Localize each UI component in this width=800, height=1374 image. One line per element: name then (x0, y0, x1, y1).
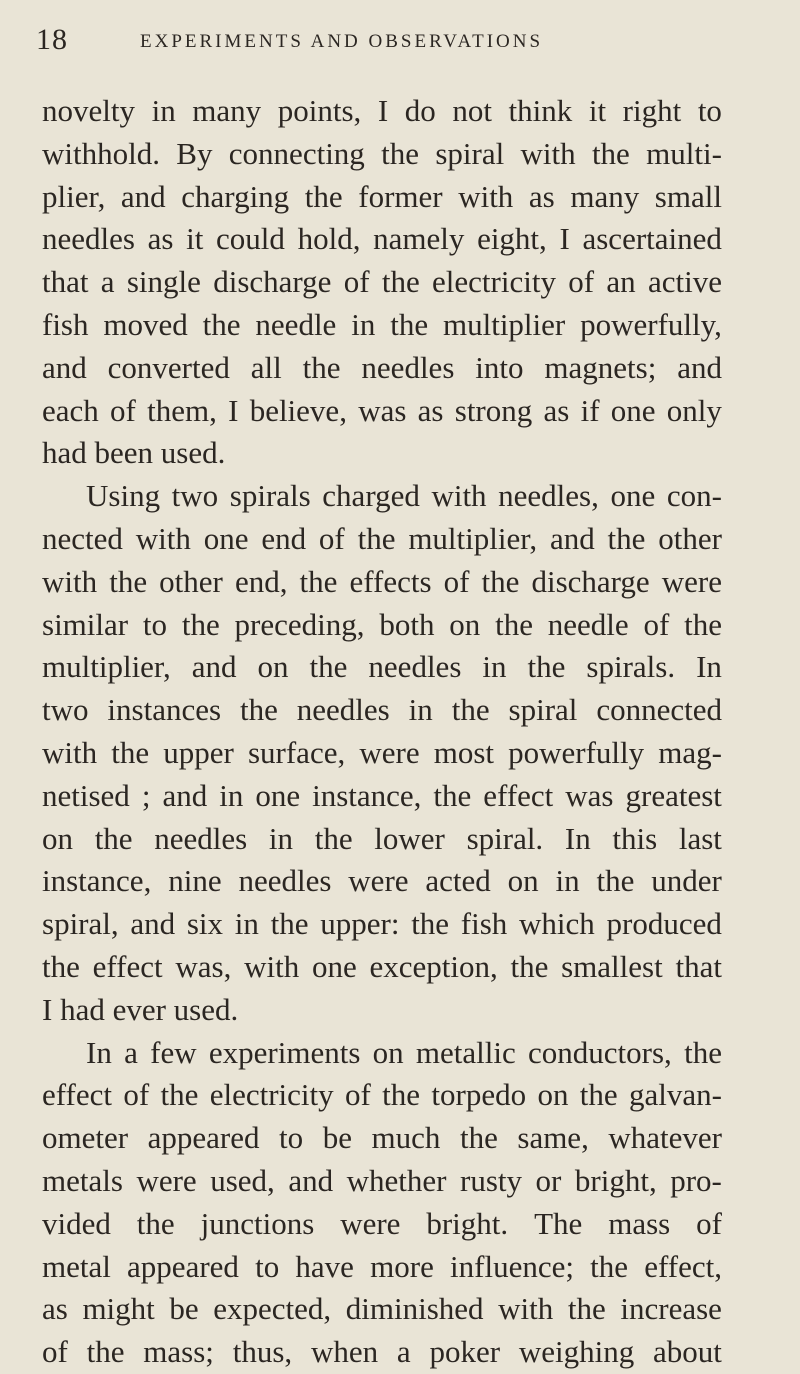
word: of (443, 563, 470, 599)
word: and (130, 906, 176, 942)
word: whatever (608, 1120, 722, 1156)
word: spirals. (586, 649, 676, 685)
word: a (396, 1334, 411, 1370)
word: might (82, 1291, 155, 1327)
word: with (458, 178, 514, 214)
word: the (202, 306, 241, 342)
word: needles (238, 863, 332, 899)
word: strong (454, 392, 533, 428)
word: preceding, (234, 606, 365, 642)
word: of (345, 1077, 371, 1113)
word: of (343, 264, 370, 300)
word: the (381, 264, 420, 300)
word: a (124, 1034, 138, 1070)
word: connected (596, 692, 722, 728)
word: the (309, 649, 348, 685)
word: the (160, 1077, 199, 1113)
word: this (612, 820, 658, 856)
word: metals (42, 1162, 123, 1198)
word: was, (175, 948, 232, 984)
word: the (111, 734, 150, 770)
word: pro- (670, 1162, 722, 1198)
word: magnets; (544, 349, 657, 385)
word: the (382, 1077, 421, 1113)
word: con- (666, 478, 722, 514)
word: discharge (213, 264, 332, 300)
word: fish (42, 306, 89, 342)
word: with (431, 478, 487, 514)
word: on (372, 1034, 404, 1070)
word: I (559, 221, 570, 257)
word: the (567, 1291, 606, 1327)
word: six (186, 906, 224, 942)
word: on (449, 606, 481, 642)
word: mass; (143, 1334, 214, 1370)
word: the (181, 606, 220, 642)
text-line: had been used. (42, 435, 226, 471)
word: the (684, 606, 722, 642)
word: rusty (460, 1162, 522, 1198)
word: In (86, 1034, 112, 1070)
word: converted (107, 349, 230, 385)
word: former (358, 178, 443, 214)
word: in (268, 820, 294, 856)
word: namely (373, 221, 465, 257)
word: one (610, 478, 656, 514)
word: effect, (644, 1248, 722, 1284)
word: increase (620, 1291, 722, 1327)
word: thus, (232, 1334, 293, 1370)
text-line (42, 133, 722, 176)
word: it (186, 221, 204, 257)
word: were (359, 734, 420, 770)
word: bright, (574, 1162, 657, 1198)
text-line: I had ever used. (42, 991, 239, 1027)
word: other (159, 563, 223, 599)
word: if (580, 392, 600, 428)
word: needles, (498, 478, 599, 514)
word: on (42, 820, 73, 856)
word: and (191, 649, 237, 685)
word: as (417, 392, 444, 428)
text-line (42, 732, 722, 775)
word: of (318, 520, 345, 556)
word: or (535, 1162, 562, 1198)
word: multi- (646, 135, 722, 171)
word: ; (141, 777, 151, 813)
word: last (678, 820, 722, 856)
word: torpedo (431, 1077, 527, 1113)
word: instances (107, 692, 222, 728)
word: needles (42, 221, 135, 257)
word: more (370, 1248, 434, 1284)
word: diminished (345, 1291, 484, 1327)
word: that (675, 948, 722, 984)
word: plier, (42, 178, 106, 214)
word: many (192, 93, 262, 128)
word: believe, (249, 392, 347, 428)
text-line (42, 646, 722, 689)
word: and (42, 349, 87, 385)
word: it (588, 93, 607, 128)
word: By (176, 135, 213, 171)
word: powerfully, (580, 306, 722, 342)
word: spirals (229, 478, 311, 514)
word: mass (608, 1205, 671, 1241)
word: the (607, 520, 646, 556)
word: mag- (658, 734, 722, 770)
word: electricity (209, 1077, 334, 1113)
word: to (142, 606, 168, 642)
word: small (654, 178, 722, 214)
word: the (510, 948, 549, 984)
text-line (42, 390, 722, 433)
word: points, (277, 93, 362, 128)
word: could (216, 221, 285, 257)
word: were (136, 1162, 197, 1198)
word: them, (147, 392, 217, 428)
word: to (279, 1120, 304, 1156)
text-line (42, 304, 722, 347)
text-line (42, 1074, 722, 1117)
word: The (534, 1205, 583, 1241)
word: withhold. (42, 135, 160, 171)
word: which (519, 906, 595, 942)
word: the (109, 563, 148, 599)
word: the (299, 563, 338, 599)
word: of (643, 606, 670, 642)
text-line (42, 561, 722, 604)
text-line (42, 261, 722, 304)
word: in (555, 863, 580, 899)
word: the (136, 1205, 175, 1241)
text-line (42, 176, 722, 219)
text-line (42, 946, 722, 989)
word: needles (154, 820, 248, 856)
word: eight, (477, 221, 547, 257)
word: only (666, 392, 722, 428)
word: whether (346, 1162, 447, 1198)
word: conductors, (528, 1034, 672, 1070)
word: most (433, 734, 494, 770)
word: of (123, 1077, 150, 1113)
word: effect (483, 777, 554, 813)
word: same, (517, 1120, 589, 1156)
word: and (549, 520, 595, 556)
word: think (508, 93, 573, 128)
word: be (169, 1291, 199, 1327)
word: spiral (508, 692, 578, 728)
word: in (151, 93, 176, 128)
word: the (304, 178, 343, 214)
word: few (150, 1034, 197, 1070)
word: with (42, 734, 98, 770)
word: vided (42, 1205, 111, 1241)
word: the (270, 906, 309, 942)
word: acted (425, 863, 491, 899)
word: metallic (415, 1034, 516, 1070)
word: with (135, 520, 191, 556)
text-line (42, 1032, 722, 1075)
word: in (219, 777, 244, 813)
word: of (696, 1205, 722, 1241)
word: weighing (518, 1334, 635, 1370)
running-head: EXPERIMENTS AND OBSERVATIONS (140, 31, 544, 52)
word: of (568, 264, 595, 300)
word: experiments (208, 1034, 361, 1070)
word: one (203, 520, 249, 556)
word: other (658, 520, 722, 556)
word: nected (42, 520, 123, 556)
word: used, (210, 1162, 275, 1198)
word: on (257, 649, 289, 685)
word: two (42, 692, 89, 728)
word: a (100, 264, 115, 300)
word: poker (429, 1334, 501, 1370)
word: on (507, 863, 539, 899)
word: instance, (42, 863, 152, 899)
word: surface, (247, 734, 346, 770)
text-line (42, 90, 722, 133)
word: each (42, 392, 99, 428)
word: powerfully (508, 734, 645, 770)
word: bright. (426, 1205, 509, 1241)
word: similar (42, 606, 129, 642)
word: hold, (297, 221, 361, 257)
word: was (565, 777, 614, 813)
word: charged (322, 478, 420, 514)
word: single (126, 264, 201, 300)
word: needle (547, 606, 629, 642)
word: spiral (435, 135, 505, 171)
word: as (147, 221, 174, 257)
text-line (42, 475, 722, 518)
word: multiplier, (408, 520, 538, 556)
word: in (408, 692, 433, 728)
word: greatest (625, 777, 722, 813)
word: and (677, 349, 722, 385)
word: In (696, 649, 722, 685)
text-line (42, 1203, 722, 1246)
word: right (622, 93, 682, 128)
word: on (537, 1077, 569, 1113)
word: two (171, 478, 219, 514)
word: end (261, 520, 307, 556)
word: end, (234, 563, 288, 599)
word: influence; (450, 1248, 574, 1284)
text-line (42, 347, 722, 390)
word: In (564, 820, 591, 856)
word: needle (255, 306, 337, 342)
word: and (288, 1162, 334, 1198)
word: the (42, 948, 80, 984)
word: and (120, 178, 166, 214)
word: needles (368, 649, 462, 685)
word: were (661, 563, 722, 599)
word: the (433, 777, 472, 813)
word: appeared (127, 1248, 239, 1284)
word: the (411, 906, 450, 942)
word: the (579, 1077, 618, 1113)
word: do (404, 93, 436, 128)
word: instance, (312, 777, 422, 813)
word: in (351, 306, 376, 342)
word: effects (349, 563, 432, 599)
word: the (527, 649, 566, 685)
word: in (482, 649, 507, 685)
page-number: 18 (36, 23, 68, 56)
word: of (42, 1334, 68, 1370)
text-line (42, 903, 722, 946)
word: spiral. (466, 820, 544, 856)
text-line (42, 1117, 722, 1160)
word: as (528, 178, 555, 214)
word: to (697, 93, 722, 128)
text-line (42, 775, 722, 818)
word: an (606, 264, 636, 300)
word: fish (460, 906, 508, 942)
word: upper: (320, 906, 400, 942)
word: as (42, 1291, 68, 1327)
word: about (653, 1334, 722, 1370)
word: I (377, 93, 389, 128)
text-line (42, 518, 722, 561)
word: the (596, 863, 635, 899)
word: ascertained (582, 221, 722, 257)
page-header (36, 20, 676, 60)
word: into (475, 349, 524, 385)
word: multiplier, (42, 649, 171, 685)
word: the (481, 563, 520, 599)
word: when (310, 1334, 379, 1370)
word: was (358, 392, 407, 428)
word: upper (163, 734, 234, 770)
word: the (390, 306, 429, 342)
word: in (234, 906, 259, 942)
word: the (495, 606, 533, 642)
word: moved (103, 306, 188, 342)
word: and (162, 777, 208, 813)
word: metal (42, 1248, 111, 1284)
word: the (591, 135, 630, 171)
word: produced (606, 906, 722, 942)
word: needles (361, 349, 455, 385)
word: effect (42, 1077, 112, 1113)
word: have (295, 1248, 354, 1284)
text-line (42, 1160, 722, 1203)
word: netised (42, 777, 130, 813)
word: the (684, 1034, 722, 1070)
word: junctions (200, 1205, 315, 1241)
word: be (322, 1120, 352, 1156)
word: all (250, 349, 282, 385)
word: the (590, 1248, 629, 1284)
word: the (94, 820, 133, 856)
word: not (452, 93, 492, 128)
word: smallest (561, 948, 663, 984)
word: one (311, 948, 357, 984)
word: Using (86, 478, 161, 514)
word: under (651, 863, 722, 899)
word: the (302, 349, 341, 385)
text-line (42, 1331, 722, 1374)
word: that (42, 264, 89, 300)
word: spiral, (42, 906, 119, 942)
word: of (110, 392, 136, 428)
word: ometer (42, 1120, 129, 1156)
word: discharge (531, 563, 650, 599)
text-line (42, 1288, 722, 1331)
word: were (348, 863, 409, 899)
text-line (42, 1246, 722, 1289)
word: nine (168, 863, 222, 899)
word: much (371, 1120, 441, 1156)
word: lower (374, 820, 445, 856)
word: were (340, 1205, 401, 1241)
word: the (451, 692, 490, 728)
text-line (42, 860, 722, 903)
word: electricity (432, 264, 556, 300)
word: charging (181, 178, 290, 214)
word: active (647, 264, 722, 300)
word: one (255, 777, 301, 813)
word: exception, (369, 948, 498, 984)
word: the (459, 1120, 498, 1156)
word: with (498, 1291, 554, 1327)
text-line (42, 218, 722, 261)
word: I (228, 392, 239, 428)
word: one (610, 392, 656, 428)
word: needles (296, 692, 390, 728)
word: to (255, 1248, 280, 1284)
word: expected, (213, 1291, 332, 1327)
word: with (42, 563, 98, 599)
word: galvan- (629, 1077, 722, 1113)
word: multiplier (442, 306, 566, 342)
word: the (239, 692, 278, 728)
word: the (381, 135, 419, 171)
word: the (314, 820, 353, 856)
word: novelty (42, 93, 135, 128)
word: appeared (147, 1120, 260, 1156)
text-line (42, 818, 722, 861)
word: with (520, 135, 576, 171)
body-text (42, 90, 722, 1374)
text-line (42, 689, 722, 732)
word: as (543, 392, 570, 428)
word: many (570, 178, 640, 214)
word: connecting (228, 135, 365, 171)
word: the (86, 1334, 125, 1370)
word: both (379, 606, 435, 642)
word: with (244, 948, 300, 984)
word: effect (92, 948, 163, 984)
text-line (42, 604, 722, 647)
word: the (357, 520, 396, 556)
